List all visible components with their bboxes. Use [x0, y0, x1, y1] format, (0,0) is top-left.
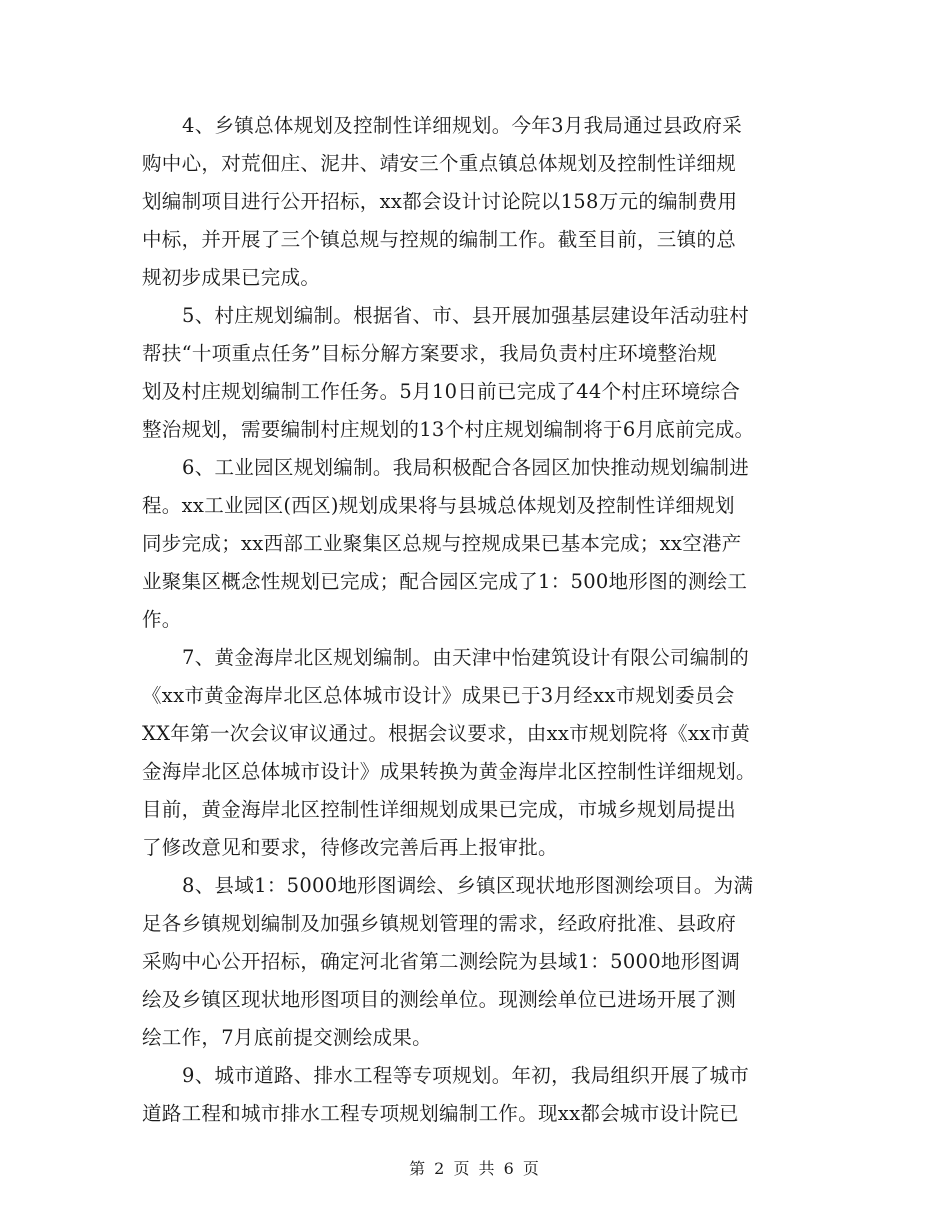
paragraph-line: 绘及乡镇区现状地形图项目的测绘单位。现测绘单位已进场开展了测 — [142, 988, 737, 1011]
paragraph-line: 同步完成；xx西部工业聚集区总规与控规成果已基本完成；xx空港产 — [142, 532, 742, 555]
paragraph-first-line: 4、乡镇总体规划及控制性详细规划。今年3月我局通过县政府采 — [182, 114, 743, 137]
paragraph-first-line: 9、城市道路、排水工程等专项规划。年初，我局组织开展了城市 — [182, 1064, 750, 1087]
paragraph-first-line: 8、县域1：5000地形图调绘、乡镇区现状地形图测绘项目。为满 — [182, 874, 754, 897]
paragraph-first-line: 6、工业园区规划编制。我局积极配合各园区加快推动规划编制进 — [182, 456, 750, 479]
paragraph-line: 中标，并开展了三个镇总规与控规的编制工作。截至目前，三镇的总 — [142, 228, 737, 251]
paragraph-line: 《xx市黄金海岸北区总体城市设计》成果已于3月经xx市规划委员会 — [142, 684, 735, 707]
paragraph-line: 金海岸北区总体城市设计》成果转换为黄金海岸北区控制性详细规划。 — [142, 760, 756, 783]
paragraph-line: 绘工作，7月底前提交测绘成果。 — [142, 1026, 432, 1049]
paragraph-first-line: 7、黄金海岸北区规划编制。由天津中怡建筑设计有限公司编制的 — [182, 646, 750, 669]
paragraph-line: 作。 — [142, 608, 182, 631]
paragraph-line: 业聚集区概念性规划已完成；配合园区完成了1：500地形图的测绘工 — [142, 570, 748, 593]
paragraph-first-line: 5、村庄规划编制。根据省、市、县开展加强基层建设年活动驻村 — [182, 304, 750, 327]
paragraph-line: 采购中心公开招标，确定河北省第二测绘院为县域1：5000地形图调 — [142, 950, 741, 973]
paragraph-line: 程。xx工业园区(西区)规划成果将与县城总体规划及控制性详细规划 — [142, 494, 735, 517]
paragraph-line: XX年第一次会议审议通过。根据会议要求，由xx市规划院将《xx市黄 — [142, 722, 751, 745]
paragraph-line: 划编制项目进行公开招标，xx都会设计讨论院以158万元的编制费用 — [142, 190, 738, 213]
paragraph-line: 了修改意见和要求，待修改完善后再上报审批。 — [142, 836, 558, 859]
paragraph-line: 足各乡镇规划编制及加强乡镇规划管理的需求，经政府批准、县政府 — [142, 912, 737, 935]
paragraph-line: 规初步成果已完成。 — [142, 266, 321, 289]
paragraph-line: 划及村庄规划编制工作任务。5月10日前已完成了44个村庄环境综合 — [142, 380, 741, 403]
paragraph-line: 帮扶“十项重点任务”目标分解方案要求，我局负责村庄环境整治规 — [142, 342, 717, 365]
paragraph-line: 购中心，对荒佃庄、泥井、靖安三个重点镇总体规划及控制性详细规 — [142, 152, 737, 175]
paragraph-line: 整治规划，需要编制村庄规划的13个村庄规划编制将于6月底前完成。 — [142, 418, 755, 441]
paragraph-line: 目前，黄金海岸北区控制性详细规划成果已完成，市城乡规划局提出 — [142, 798, 737, 821]
document-body — [142, 112, 810, 1138]
paragraph-line: 道路工程和城市排水工程专项规划编制工作。现xx都会城市设计院已 — [142, 1102, 739, 1125]
page-footer: 第 2 页 共 6 页 — [409, 1159, 541, 1178]
